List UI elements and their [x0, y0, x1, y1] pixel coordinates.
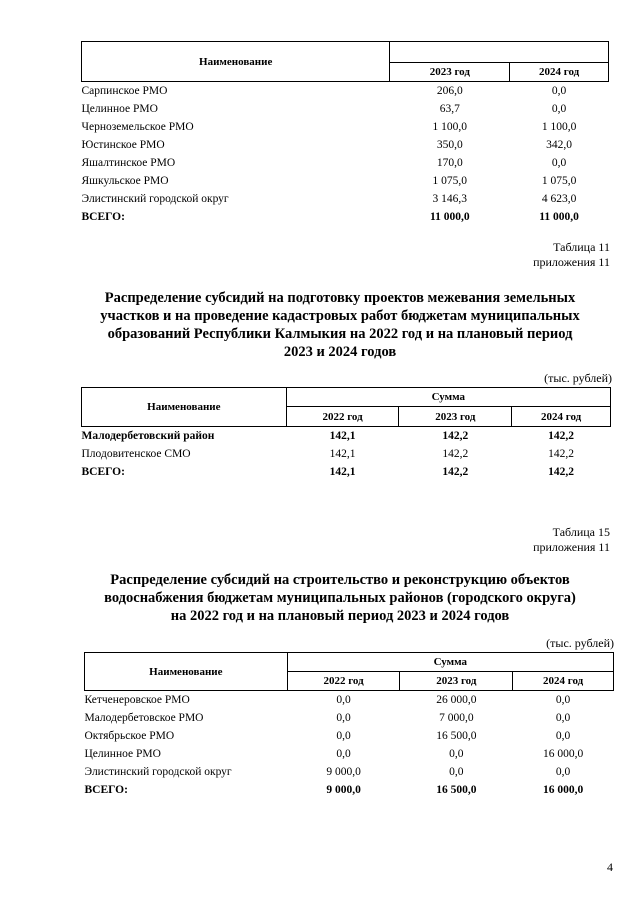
total-value: 142,1	[329, 466, 356, 478]
total-label: ВСЕГО:	[81, 211, 125, 223]
column-header-year: 2023 год	[400, 672, 513, 691]
value-cell: 142,1	[329, 448, 356, 460]
column-header-year: 2024 год	[510, 63, 609, 82]
unit-label: (тыс. рублей)	[544, 371, 612, 385]
column-header-year: 2024 год	[513, 672, 614, 691]
value-cell: 0,0	[336, 694, 351, 706]
value-cell: 1 075,0	[541, 175, 577, 187]
row-label: Яшкульское РМО	[81, 175, 169, 187]
value-cell: 0,0	[551, 103, 567, 115]
table-row	[82, 100, 609, 118]
row-label: Яшалтинское РМО	[81, 157, 176, 169]
table-row	[82, 136, 609, 154]
value-cell: 142,2	[548, 448, 575, 460]
column-header-empty	[390, 42, 609, 63]
total-label: ВСЕГО:	[84, 784, 128, 796]
value-cell: 0,0	[336, 748, 351, 760]
value-cell: 142,2	[442, 430, 469, 442]
total-value: 16 500,0	[436, 784, 477, 796]
value-cell: 1 075,0	[432, 175, 468, 187]
row-label: Малодербетовский район	[81, 430, 215, 442]
subsidy-table-15	[84, 652, 614, 799]
value-cell: 1 100,0	[432, 121, 468, 133]
value-cell: 16 000,0	[542, 748, 584, 760]
table-row	[82, 190, 609, 208]
total-row	[82, 208, 609, 226]
table-continuation	[81, 41, 609, 226]
total-value: 9 000,0	[326, 784, 361, 796]
table-label: Таблица 15 приложения 11	[533, 525, 610, 554]
column-header-year: 2022 год	[287, 672, 400, 691]
table-row	[82, 427, 611, 446]
total-row	[85, 781, 614, 799]
column-header-year: 2022 год	[286, 407, 399, 427]
total-value: 142,2	[442, 466, 469, 478]
column-header-sum: Сумма	[287, 653, 613, 672]
table-row	[82, 154, 609, 172]
table-label: Таблица 11 приложения 11	[533, 240, 610, 269]
total-label: ВСЕГО:	[81, 466, 125, 478]
table-row	[82, 82, 609, 101]
total-value: 142,2	[548, 466, 575, 478]
row-label: Целинное РМО	[81, 103, 158, 115]
column-header-year: 2023 год	[390, 63, 510, 82]
table-row	[85, 727, 614, 745]
row-label: Целинное РМО	[84, 748, 161, 760]
value-cell: 0,0	[336, 712, 351, 724]
column-header-sum: Сумма	[286, 388, 610, 407]
table-row	[85, 763, 614, 781]
value-cell: 16 500,0	[436, 730, 477, 742]
row-label: Кетченеровское РМО	[84, 694, 190, 706]
value-cell: 206,0	[436, 85, 463, 97]
value-cell: 142,1	[329, 430, 356, 442]
table-row	[82, 172, 609, 190]
value-cell: 0,0	[555, 694, 571, 706]
column-header-year: 2024 год	[512, 407, 611, 427]
row-label: Малодербетовское РМО	[84, 712, 204, 724]
page-number: 4	[607, 860, 613, 874]
subsidy-table-11	[81, 387, 611, 481]
row-label: Юстинское РМО	[81, 139, 165, 151]
row-label: Плодовитенское СМО	[81, 448, 191, 460]
value-cell: 1 100,0	[541, 121, 577, 133]
value-cell: 0,0	[449, 766, 464, 778]
table-title: Распределение субсидий на строительство и реконструкцию объектов водоснабжения бюджетам муниципальных районов (городского округа) на 2022 год и на плановый период 2023 и 2024 годов	[104, 572, 576, 624]
value-cell: 0,0	[551, 157, 567, 169]
value-cell: 142,2	[548, 430, 575, 442]
value-cell: 0,0	[449, 748, 464, 760]
table-row	[82, 445, 611, 463]
value-cell: 350,0	[436, 139, 463, 151]
total-value: 11 000,0	[429, 211, 470, 223]
value-cell: 142,2	[442, 448, 469, 460]
value-cell: 0,0	[555, 766, 571, 778]
row-label: Элистинский городской округ	[81, 193, 229, 205]
value-cell: 4 623,0	[541, 193, 577, 205]
table-row	[85, 691, 614, 710]
total-value: 11 000,0	[539, 211, 579, 223]
table-row	[85, 709, 614, 727]
value-cell: 0,0	[555, 730, 571, 742]
row-label: Октябрьское РМО	[84, 730, 175, 742]
unit-label: (тыс. рублей)	[546, 636, 614, 650]
table-row	[82, 118, 609, 136]
row-label: Черноземельское РМО	[81, 121, 194, 133]
value-cell: 342,0	[546, 139, 573, 151]
column-header-name: Наименование	[82, 42, 390, 82]
value-cell: 7 000,0	[439, 712, 474, 724]
value-cell: 0,0	[551, 85, 567, 97]
row-label: Сарпинское РМО	[81, 85, 168, 97]
value-cell: 63,7	[439, 103, 460, 115]
table-row	[85, 745, 614, 763]
value-cell: 0,0	[336, 730, 351, 742]
value-cell: 9 000,0	[326, 766, 361, 778]
row-label: Элистинский городской округ	[84, 766, 232, 778]
value-cell: 3 146,3	[432, 193, 468, 205]
value-cell: 26 000,0	[436, 694, 477, 706]
value-cell: 170,0	[436, 157, 463, 169]
column-header-year: 2023 год	[399, 407, 512, 427]
column-header-name: Наименование	[85, 653, 288, 691]
total-value: 16 000,0	[542, 784, 584, 796]
column-header-name: Наименование	[82, 388, 287, 427]
value-cell: 0,0	[555, 712, 571, 724]
table-title: Распределение субсидий на подготовку проектов межевания земельных участков и на проведение кадастровых работ бюджетам муниципальных образований Республики Калмыкия на 2022 год и на плановый период 2023 и 2024 годов	[100, 290, 580, 360]
total-row	[82, 463, 611, 481]
